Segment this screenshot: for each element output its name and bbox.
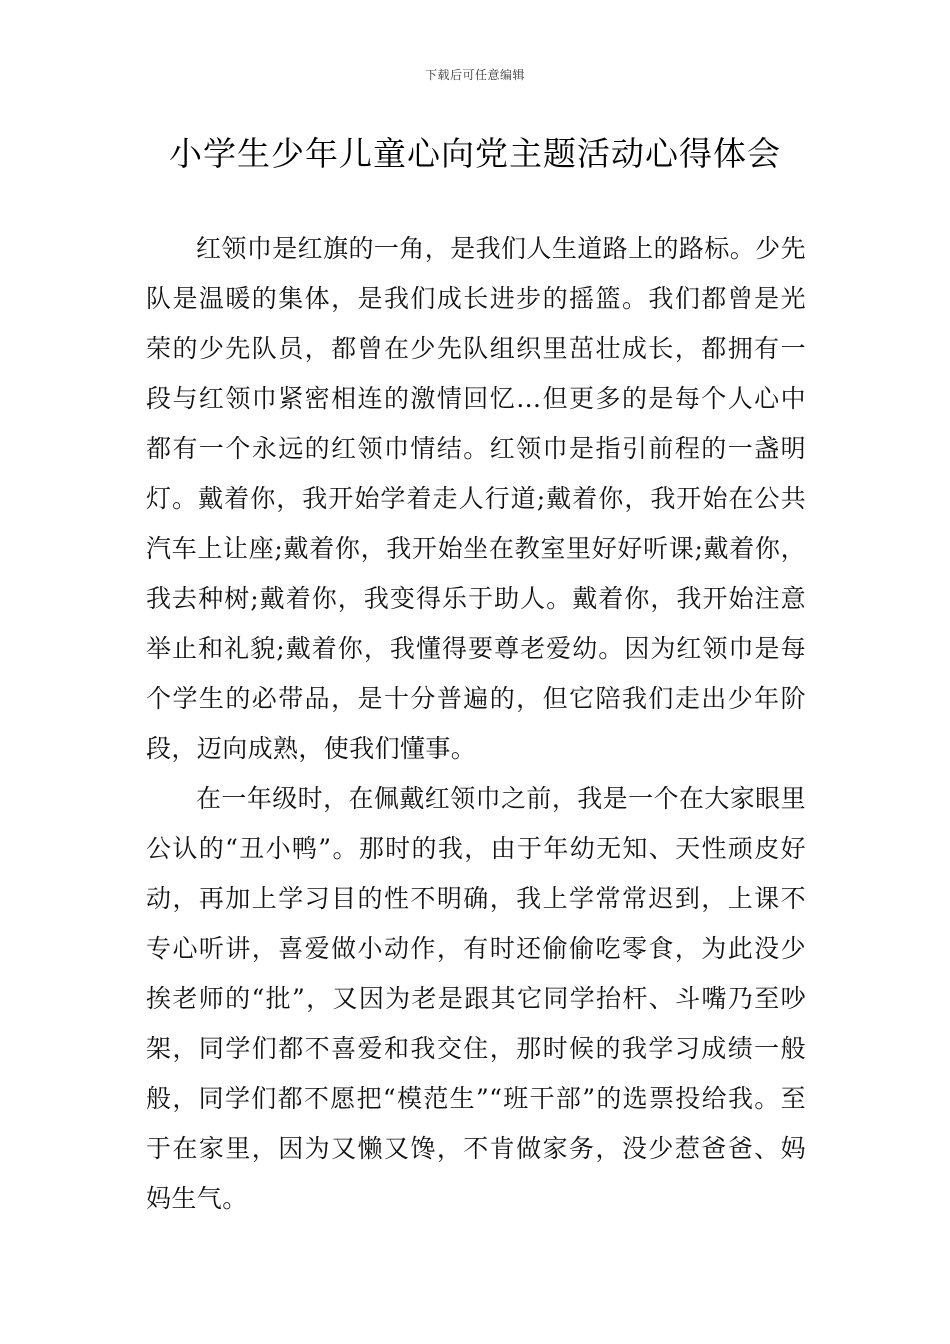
document-body (146, 224, 806, 1224)
paragraph-2: 在一年级时，在佩戴红领巾之前，我是一个在大家眼里公认的“丑小鸭”。那时的我，由于年幼无知、天性顽皮好动，再加上学习目的性不明确，我上学常常迟到，上课不专心听讲，喜爱做小动作，有时还偷偷吃零食，为此没少挨老师的“批”，又因为老是跟其它同学抬杆、斗嘴乃至吵架，同学们都不喜爱和我交住，那时候的我学习成绩一般般，同学们都不愿把“模范生”“班干部”的选票投给我。至于在家里，因为又懒又馋，不肯做家务，没少惹爸爸、妈妈生气。 (146, 784, 806, 1213)
header-note: 下载后可任意编辑 (424, 68, 525, 82)
document-title: 小学生少年儿童心向党主题活动心得体会 (169, 134, 781, 173)
paragraph-1: 红领巾是红旗的一角，是我们人生道路上的路标。少先队是温暖的集体，是我们成长进步的摇篮。我们都曾是光荣的少先队员，都曾在少先队组织里茁壮成长，都拥有一段与红领巾紧密相连的激情回忆…但更多的是每个人心中都有一个永远的红领巾情结。红领巾是指引前程的一盏明灯。戴着你，我开始学着走人行道;戴着你，我开始在公共汽车上让座;戴着你，我开始坐在教室里好好听课;戴着你，我去种树;戴着你，我变得乐于助人。戴着你，我开始注意举止和礼貌;戴着你，我懂得要尊老爱幼。因为红领巾是每个学生的必带品，是十分普遍的，但它陪我们走出少年阶段，迈向成熟，使我们懂事。 (146, 234, 806, 763)
